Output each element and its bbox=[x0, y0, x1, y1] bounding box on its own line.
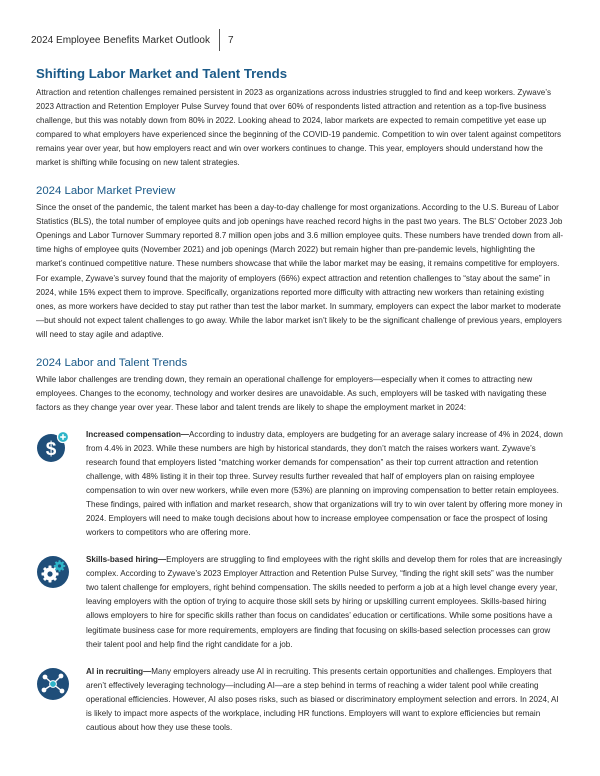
trend-item-text: Increased compensation—According to industry data, employers are budgeting for an average salary increase of 4% in 2024, down from 4.4% in 2023. While these numbers are high by historical standards, they don’t match the raises workers want. Zywave’s research found that employers listed “matching worker demands for compensation” as their top current attraction and retention challenge, with 48% listing it in their top three. Survey results further revealed that half of employers plan on raising employee compensation to win over new workers, while even more (53%) are planning on improving compensation to better retain employees. These findings, paired with inflation and market research, show that organizations will try to win over talent by offering more money in 2024. Employers will need to make tough decisions about how to increase employee compensation or face the prospect of losing workers to competitors who are offering more. bbox=[86, 429, 563, 538]
report-title: 2024 Employee Benefits Market Outlook bbox=[31, 34, 210, 46]
trend-item-text: AI in recruiting—Many employers already use AI in recruiting. This presents certain opportunities and challenges. Employers that aren’t effectively leveraging technology—including AI—are a step behind in terms of reaching a wider talent pool while creating operational efficiencies. However, AI also poses risks, such as biased or discriminatory employment selection and errors. In 2024, AI is likely to impact more aspects of the workplace, including HR functions. Employers will want to explore efficiencies but remain cautious about how they use these tools. bbox=[86, 666, 559, 732]
trends-intro-paragraph: While labor challenges are trending down, they remain an operational challenge for employers—especially when it comes to attracting new employees. Changes to the economy, technology and worker desires are unavoidable. As such, employers will be tasked with navigating these factors as they change year over year. These labor and talent trends are likely to shape the employment market in 2024: bbox=[36, 374, 547, 412]
preview-paragraph: Since the onset of the pandemic, the talent market has been a day-to-day challenge for most organizations. According to the U.S. Bureau of Labor Statistics (BLS), the total number of employee quits and job openings have reached record highs in the past two years. The BLS’ October 2023 Job Openings and Labor Turnover Summary reported 8.7 million open jobs and 3.6 million employee quits. These numbers have trended down from all-time highs of employee quits (November 2021) and job openings (March 2022) but remain higher than pre-pandemic levels, highlighting the market’s continued competitive nature. These numbers showcase that while the labor market may be easing, it remains competitive for employers. For example, Zywave’s survey found that the majority of employers (66%) expect attraction and retention challenges to “stay about the same” in 2024, while 15% expect them to improve. Specifically, organizations reported more difficulty with attracting new workers than retaining existing ones, as more workers have decided to stay put rather than test the labor market. In summary, employers can expect the labor market to moderate—but should not expect talent challenges to go away. While the labor market isn’t likely to be the significant challenge of previous years, employers will need to stay agile and adaptive. bbox=[36, 203, 564, 339]
trend-item-text: Skills-based hiring—Employers are struggling to find employees with the right skills and develop them for roles that are increasingly complex. According to Zywave’s 2023 Employer Attraction and Retention Pulse Survey, “finding the right skill sets” was the number two talent challenge for employers, right behind compensation. The skills needed to perform a job at a high level change every year, leaving employers with the option of trying to acquire those skill sets by hiring or upskilling current employees. Skills-based hiring allows employers to hire for specific skills rather than focus on candidates’ education or certifications. While some positions have a legitimate business case for more requirements, employers are finding that focusing on skills-based selection processes can grow their talent pool and help find the right candidate for a job. bbox=[86, 555, 562, 649]
trend-item-title: AI in recruiting— bbox=[86, 666, 152, 676]
trend-item-compensation bbox=[36, 428, 564, 540]
trend-item-title: Increased compensation— bbox=[86, 429, 190, 439]
dollar-plus-icon bbox=[36, 430, 70, 464]
header-divider bbox=[219, 29, 220, 51]
network-nodes-icon bbox=[36, 667, 70, 701]
page-content bbox=[36, 66, 564, 735]
section-heading-trends: 2024 Labor and Talent Trends bbox=[36, 356, 188, 369]
page-header bbox=[31, 30, 234, 50]
trend-item-ai bbox=[36, 665, 564, 735]
svg-text:$: $ bbox=[45, 438, 57, 460]
page-number: 7 bbox=[227, 34, 234, 46]
trend-item-title: Skills-based hiring— bbox=[86, 555, 167, 565]
gears-icon bbox=[36, 555, 70, 589]
page-title: Shifting Labor Market and Talent Trends bbox=[36, 66, 288, 81]
section-heading-preview: 2024 Labor Market Preview bbox=[36, 185, 176, 198]
trend-item-skills bbox=[36, 553, 564, 651]
intro-paragraph: Attraction and retention challenges remained persistent in 2023 as organizations across industries struggled to find and keep workers. Zywave’s 2023 Attraction and Retention Employer Pulse Survey found that over 60% of respondents listed attraction and retention as a top-five business challenge, but this was notably down from 80% in 2022. Looking ahead to 2024, labor markets are expected to remain competitive yet ease up compared to what employers have experienced since the beginning of the COVID-19 pandemic. Competition to win over talent against competitors remains year over year, but how employers react and win over workers continues to change. This year, employers should understand how the market is shifting while focusing on new talent strategies. bbox=[36, 88, 562, 168]
